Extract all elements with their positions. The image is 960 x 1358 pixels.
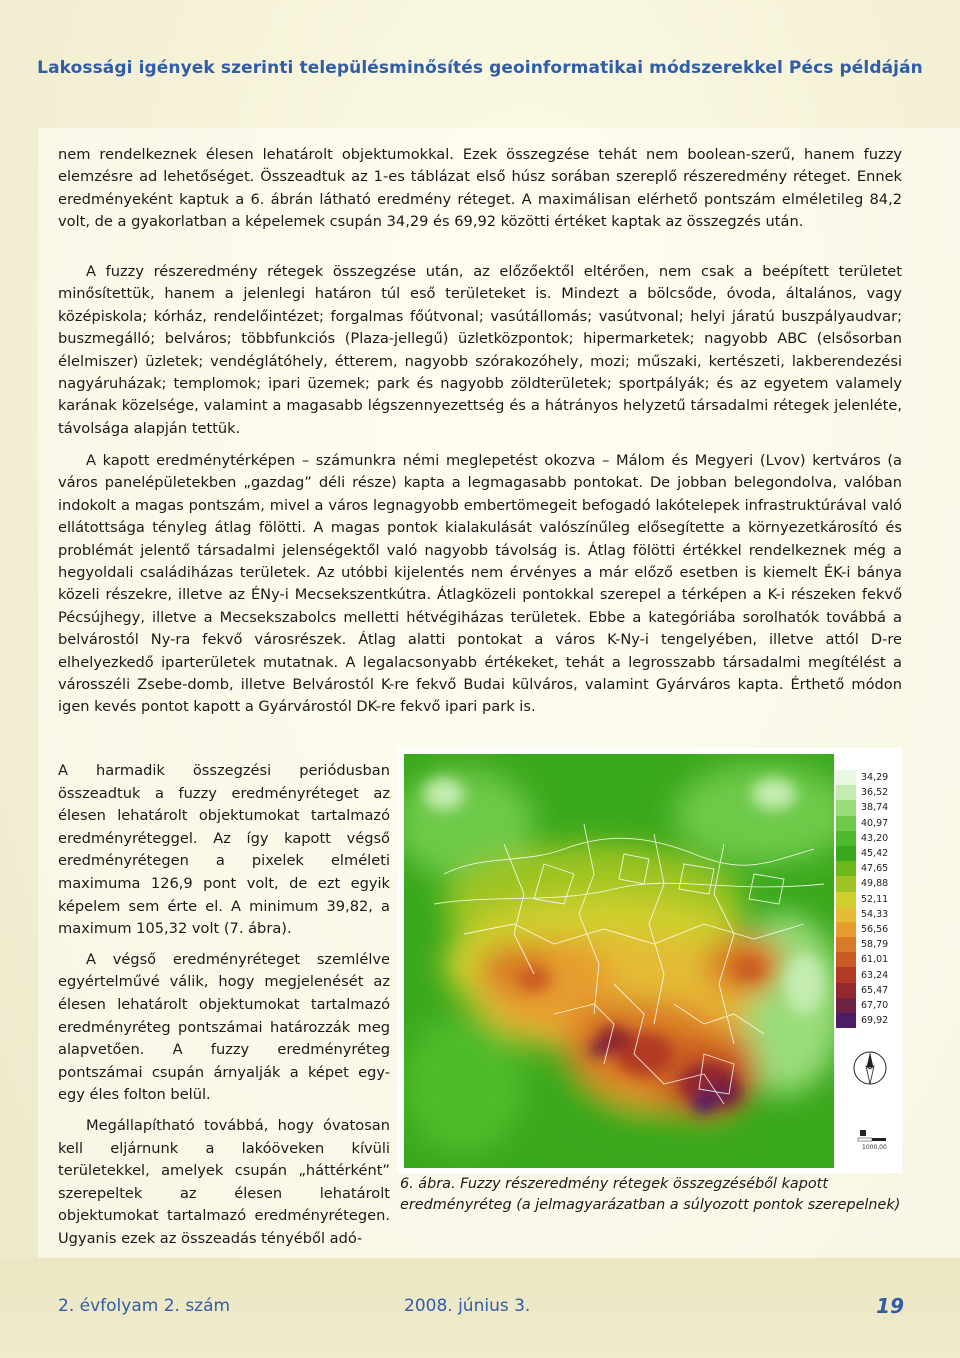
- paragraph-1: nem rendelkeznek élesen lehatárolt objektumokkal. Ezek összegzése tehát nem boolean-szerű, hanem fuzzy elemzésre ad lehetőséget. Összeadtuk az 1-es táblázat első húsz sorában szereplő részeredmény réteget. Ennek eredményeként kaptuk a 6. ábrán látható eredmény réteget. A maximálisan elérhető pontszám elméletileg 84,2 volt, de a gyakorlatban a képelemek csupán 34,29 és 69,92 közötti értéket kaptak az összegzés után.: [58, 146, 902, 231]
- page-number: 19: [876, 1294, 904, 1318]
- legend-swatch: [836, 1013, 856, 1028]
- legend-row: [836, 907, 900, 922]
- legend-swatch: [836, 967, 856, 982]
- running-header: Lakossági igények szerinti településminősítés geoinformatikai módszerekkel Pécs példáján: [37, 58, 923, 78]
- legend-swatch: [836, 861, 856, 876]
- legend-row: [836, 861, 900, 876]
- legend-label: 63,24: [861, 969, 889, 981]
- footer-volume: 2. évfolyam 2. szám: [58, 1296, 231, 1316]
- legend-row: [836, 1013, 900, 1028]
- legend-label: 54,33: [861, 908, 889, 920]
- legend-swatch: [836, 892, 856, 907]
- legend-row: [836, 846, 900, 861]
- legend-swatch: [836, 937, 856, 952]
- left-paragraph-2: A végső eredményréteget szemlélve egyértelművé válik, hogy megjelenését az élesen lehatárolt objektumokat tartalmazó eredményréteg pontszámai határozzák meg alapvetően. A fuzzy eredményréteg pontszámai csupán árnyalják a képet egy-egy éles folton belül.: [58, 950, 390, 1104]
- figure-caption: 6. ábra. Fuzzy részeredmény rétegek összegzéséből kapott eredményréteg (a jelmagyarázatban a súlyozott pontok szerepelnek): [400, 1176, 901, 1213]
- legend-row: [836, 831, 900, 846]
- result-map: [404, 754, 834, 1168]
- footer-date: 2008. június 3.: [404, 1296, 531, 1316]
- legend-row: [836, 967, 900, 982]
- left-column: [58, 760, 390, 1258]
- legend-swatch: [836, 907, 856, 922]
- legend-row: [836, 785, 900, 800]
- legend-row: [836, 816, 900, 831]
- legend-label: 43,20: [861, 832, 889, 844]
- paragraph-3: A kapott eredménytérképen – számunkra némi meglepetést okozva – Málom és Megyeri (Lvov) kertváros (a város panelépületekben „gazdag” déli része) kapta a legmagasabb pontokat. De jobban belegondolva, valóban indokolt a magas pontszám, mivel a város legnagyobb embertömegeit befogadó lakótelepek infrastruktúrával való ellátottsága tényleg átlag fölötti. A magas pontok kialakulását valószínűleg elősegítette a környezetkárosító és problémát jelentő társadalmi jelenségektől való nagyobb távolság is. Átlag fölötti értékkel rendelkeznek még a hegyoldali családiházas területek. Az utóbbi kijelentés nem érvényes a már előző esetben is kiemelt ÉK-i bánya közeli részekre, illetve az ÉNy-i Mecsekszentkútra. Átlagközeli pontokkal szerepel a térképen a K-i részeken fekvő Pécsújhegy, illetve a Mecsekszabolcs melletti hétvégiházas területek. Ebbe a kategóriába sorolhatók továbbá a belvárostól Ny-ra fekvő városrészek. Átlag alatti pontokat a város K-Ny-i tengelyében, illetve attól D-re elhelyezkedő iparterületek mutatnak. A legalacsonyabb értékeket, tehát a legrosszabb társadalmi megítélést a városszéli Zsebe-domb, illetve Belvárostól K-re fekvő Budai külváros, valamint Gyárváros kapta. Érthető módon igen kevés pontot kapott a Gyárvárostól DK-re fekvő ipari park is.: [58, 452, 902, 716]
- legend-label: 45,42: [861, 848, 889, 860]
- legend-row: [836, 770, 900, 785]
- legend-swatch: [836, 785, 856, 800]
- north-arrow-icon: [850, 1048, 890, 1088]
- paragraph-2: A fuzzy részeredmény rétegek összegzése után, az előzőektől eltérően, nem csak a beépített területet minősítettük, hanem a jelenlegi határon túl eső területeket is. Mindezt a bölcsőde, óvoda, általános, vagy középiskola; kórház, rendelőintézet; forgalmas főútvonal; vasútállomás; vasútvonal; helyi járatú buszpályaudvar; buszmegálló; belváros; többfunkciós (Plaza-jellegű) üzletközpontok; hipermarketek; nagyobb ABC (elsősorban élelmiszer) üzletek; vendéglátóhely, étterem, nagyobb szórakozóhely, mozi; műszaki, kertészeti, lakberendezési nagyáruházak; templomok; ipari üzemek; park és nagyobb zöldterületek; sportpályák; és az egyetem valamely karának közelsége, valamint a magasabb légszennyezettség és a hátrányos helyzetű társadalmi rétegek jelenléte, távolsága alapján tettük.: [58, 263, 902, 437]
- left-paragraph-1: A harmadik összegzési periódusban összeadtuk a fuzzy eredményréteget az élesen lehatárolt objektumokat tartalmazó eredményréteggel. Az így kapott végső eredményrétegen a pixelek elméleti maximuma 126,9 pont volt, de ezt egyik képelem sem érte el. A minimum 39,82, a maximum 105,32 volt (7. ábra).: [58, 762, 390, 938]
- left-paragraph-3: Megállapítható továbbá, hogy óvatosan kell eljárnunk a lakóöveken kívüli területekkel, amelyek csupán „háttérként” szerepeltek az élesen lehatárolt objektumokat tartalmazó eredményrétegen. Ugyanis ezek az összeadás tényéből adó-: [58, 1116, 390, 1247]
- legend-swatch: [836, 922, 856, 937]
- legend-row: [836, 892, 900, 907]
- map-legend: [836, 770, 900, 1028]
- legend-label: 49,88: [861, 878, 889, 890]
- legend-row: [836, 922, 900, 937]
- legend-label: 40,97: [861, 817, 889, 829]
- legend-row: [836, 800, 900, 815]
- legend-label: 36,52: [861, 787, 889, 799]
- legend-swatch: [836, 983, 856, 998]
- legend-row: [836, 937, 900, 952]
- legend-swatch: [836, 831, 856, 846]
- legend-swatch: [836, 770, 856, 785]
- legend-label: 56,56: [861, 923, 889, 935]
- legend-row: [836, 952, 900, 967]
- legend-swatch: [836, 846, 856, 861]
- legend-label: 61,01: [861, 954, 889, 966]
- legend-label: 69,92: [861, 1015, 889, 1027]
- legend-label: 52,11: [861, 893, 889, 905]
- legend-label: 47,65: [861, 863, 889, 875]
- legend-label: 67,70: [861, 999, 889, 1011]
- figure-6: [398, 748, 902, 1173]
- legend-label: 58,79: [861, 939, 889, 951]
- legend-swatch: [836, 952, 856, 967]
- scale-label: 1000,00: [862, 1144, 887, 1151]
- legend-swatch: [836, 816, 856, 831]
- legend-swatch: [836, 998, 856, 1013]
- legend-label: 34,29: [861, 772, 889, 784]
- legend-swatch: [836, 876, 856, 891]
- legend-label: 65,47: [861, 984, 889, 996]
- legend-swatch: [836, 800, 856, 815]
- legend-row: [836, 983, 900, 998]
- legend-row: [836, 998, 900, 1013]
- legend-row: [836, 876, 900, 891]
- legend-label: 38,74: [861, 802, 889, 814]
